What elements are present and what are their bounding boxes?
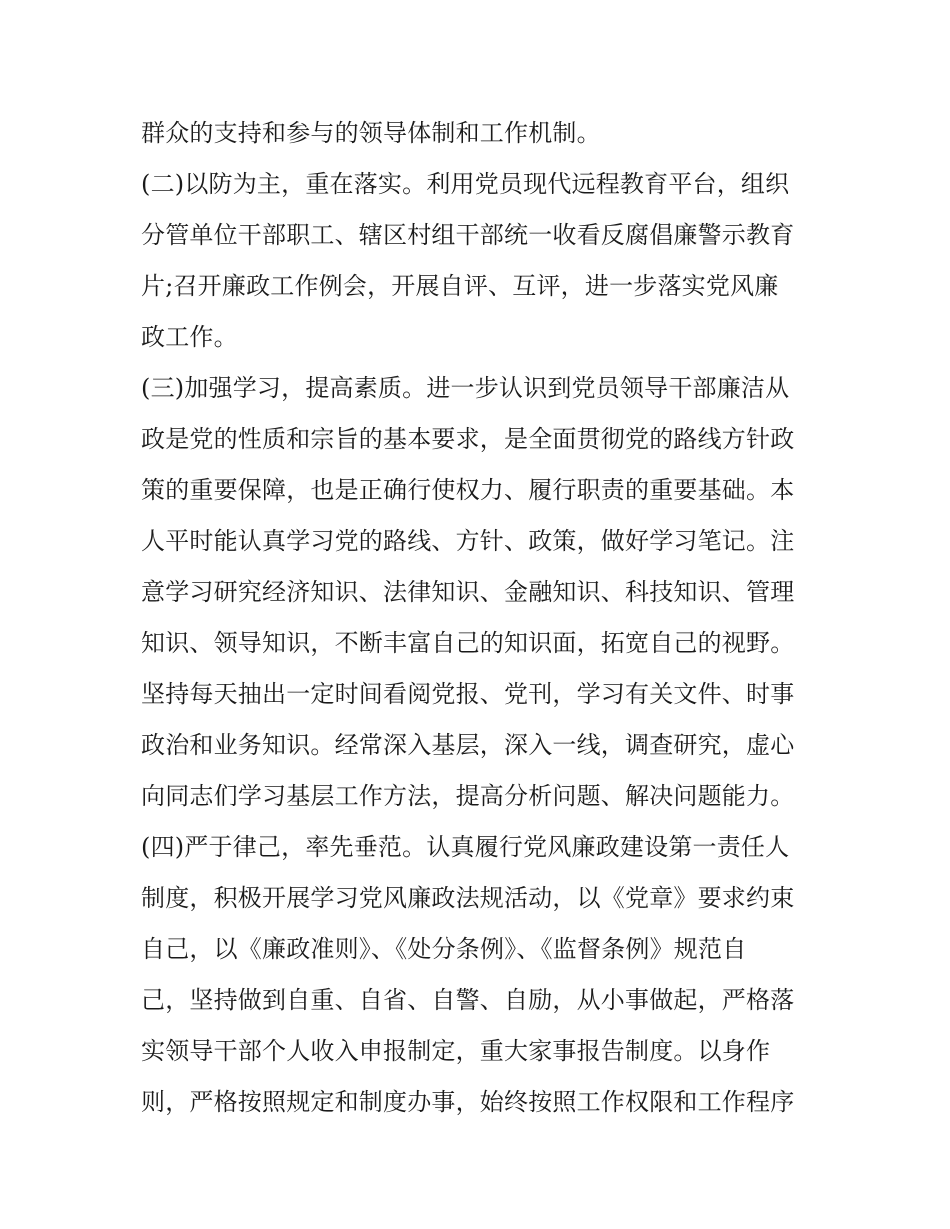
text-line: 分管单位干部职工、辖区村组干部统一收看反腐倡廉警示教育	[141, 221, 795, 249]
text-line: 政是党的性质和宗旨的基本要求，是全面贯彻党的路线方针政	[141, 425, 795, 453]
text-line: 政治和业务知识。经常深入基层，深入一线，调查研究，虚心	[141, 731, 795, 759]
text-line: 策的重要保障，也是正确行使权力、履行职责的重要基础。本	[141, 476, 795, 504]
text-line: 实领导干部个人收入申报制定，重大家事报告制度。以身作	[141, 1037, 771, 1065]
text-line: 则，严格按照规定和制度办事，始终按照工作权限和工作程序	[141, 1088, 795, 1116]
text-line: (二)以防为主，重在落实。利用党员现代远程教育平台，组织	[141, 170, 790, 198]
text-line: 片;召开廉政工作例会，开展自评、互评，进一步落实党风廉	[141, 272, 779, 300]
text-line: 坚持每天抽出一定时间看阅党报、党刊，学习有关文件、时事	[141, 680, 795, 708]
text-line: 知识、领导知识，不断丰富自己的知识面，拓宽自己的视野。	[141, 629, 795, 657]
text-line: (四)严于律己，率先垂范。认真履行党风廉政建设第一责任人	[141, 833, 790, 861]
text-line: 己，坚持做到自重、自省、自警、自励，从小事做起，严格落	[141, 986, 795, 1014]
text-line: (三)加强学习，提高素质。进一步认识到党员领导干部廉洁从	[141, 374, 790, 402]
text-line: 制度，积极开展学习党风廉政法规活动，以《党章》要求约束	[141, 884, 795, 912]
text-line: 自己，以《廉政准则》、《处分条例》、《监督条例》规范自	[141, 935, 747, 963]
text-line: 群众的支持和参与的领导体制和工作机制。	[141, 119, 601, 147]
text-line: 意学习研究经济知识、法律知识、金融知识、科技知识、管理	[141, 578, 795, 606]
document-body	[141, 108, 821, 1128]
text-line: 人平时能认真学习党的路线、方针、政策，做好学习笔记。注	[141, 527, 795, 555]
text-line: 政工作。	[141, 323, 238, 351]
text-line: 向同志们学习基层工作方法，提高分析问题、解决问题能力。	[141, 782, 795, 810]
